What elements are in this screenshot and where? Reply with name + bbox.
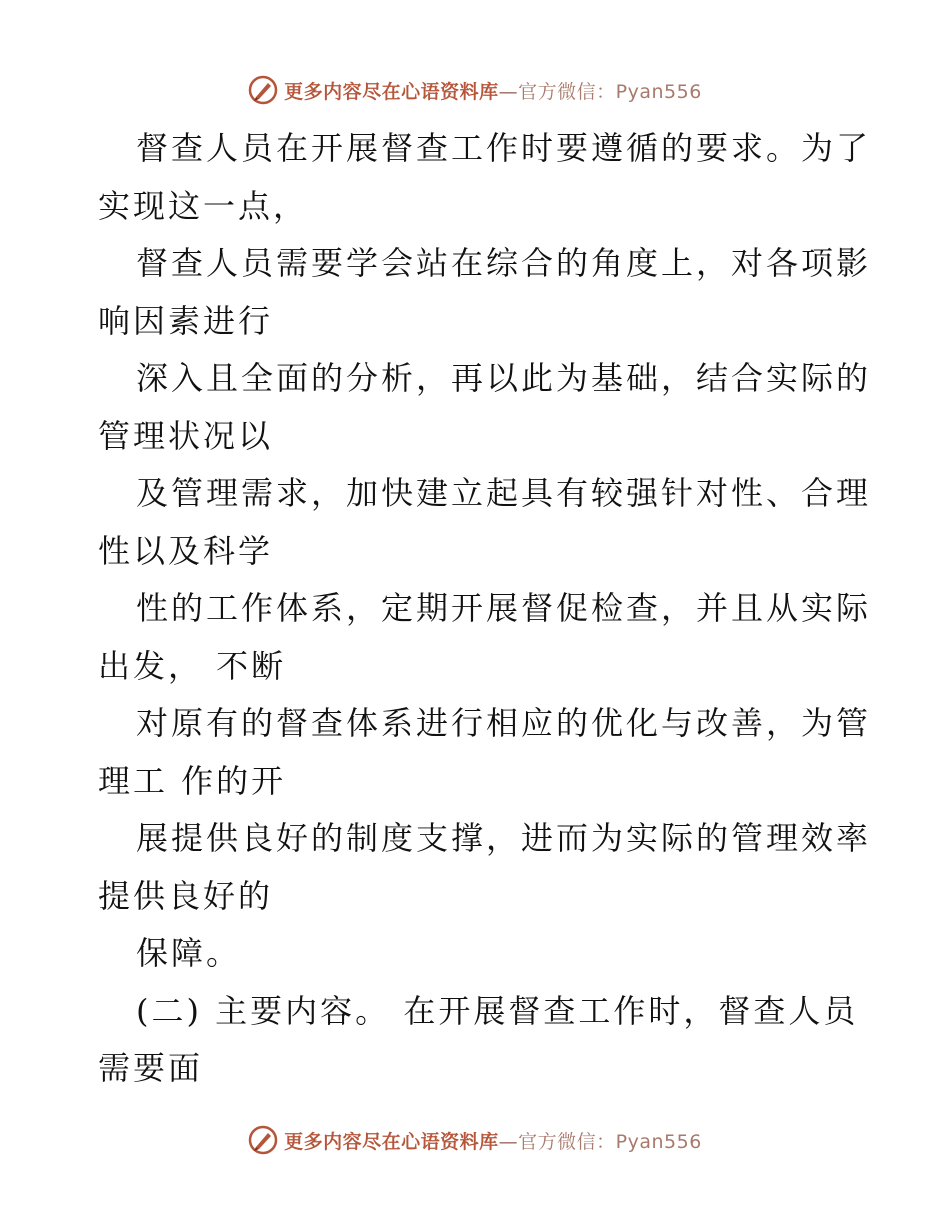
body-line: 实现这一点， [98,186,309,225]
document-body [98,120,872,1098]
body-line: 保障。 [136,934,242,972]
body-line: 提供良好的 [98,876,274,915]
footer-library-text: 更多内容尽在心语资料库 [284,1130,499,1153]
body-line: 理工 作的开 [98,761,287,800]
footer-wechat-text: 官方微信：Pyan556 [518,1130,702,1153]
body-line: 性以及科学 [98,531,274,570]
body-line: 及管理需求，加快建立起具有较强针对性、合理 [136,474,872,512]
footer-separator: — [498,1130,519,1153]
header-banner [0,70,950,110]
footer-banner [0,1120,950,1160]
body-line: 响因素进行 [98,301,274,340]
body-line: 督查人员在开展督查工作时要遵循的要求。为了 [136,129,872,167]
header-wechat-text: 官方微信：Pyan556 [518,80,702,103]
header-library-text: 更多内容尽在心语资料库 [284,80,499,103]
body-line: 深入且全面的分析，再以此为基础，结合实际的 [136,359,872,397]
body-line: (二) 主要内容。 在开展督查工作时，督查人员 [136,991,859,1030]
header-banner-text [284,77,702,104]
pen-logo-icon [248,75,278,105]
body-line: 管理状况以 [98,416,274,455]
body-line: 需要面 [98,1049,204,1087]
body-line: 性的工作体系，定期开展督促检查，并且从实际 [136,589,872,627]
body-line: 展提供良好的制度支撑，进而为实际的管理效率 [136,819,872,857]
pen-logo-icon [248,1125,278,1155]
footer-banner-text [284,1127,702,1154]
header-separator: — [498,80,519,103]
body-line: 对原有的督查体系进行相应的优化与改善，为管 [136,704,872,742]
body-line: 出发， 不断 [98,646,287,685]
body-line: 督查人员需要学会站在综合的角度上，对各项影 [136,244,872,282]
